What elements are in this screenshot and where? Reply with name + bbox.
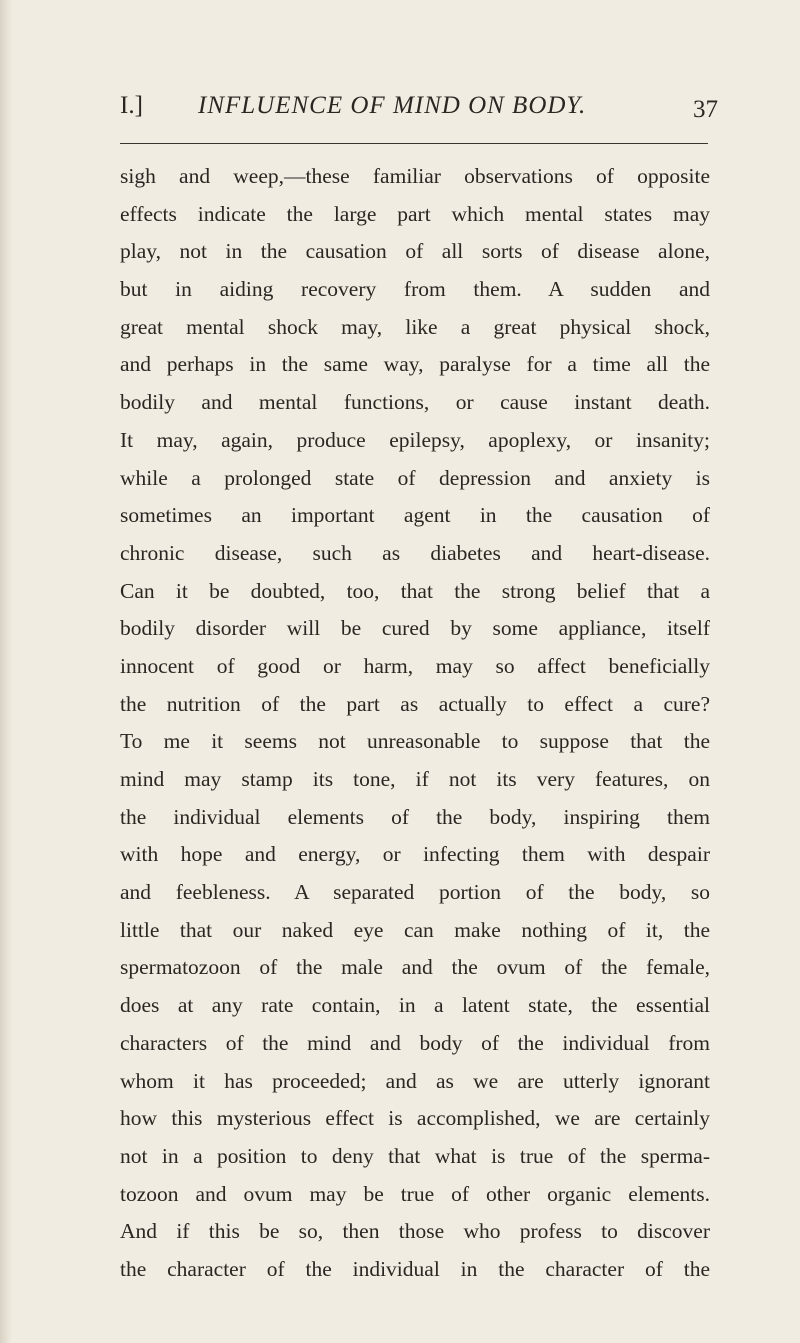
- page-number: 37: [693, 96, 718, 123]
- text-line: play, not in the causation of all sorts of disease alone,: [120, 239, 710, 264]
- text-line: but in aiding recovery from them. A sudden and: [120, 277, 710, 302]
- text-line: with hope and energy, or infecting them with despair: [120, 842, 710, 867]
- body-text: [120, 158, 710, 1289]
- text-line: characters of the mind and body of the individual from: [120, 1030, 710, 1055]
- text-line: whom it has proceeded; and as we are utterly ignorant: [120, 1068, 710, 1093]
- header-rule: [120, 143, 708, 144]
- text-line: the character of the individual in the character of the: [120, 1256, 710, 1281]
- text-line: To me it seems not unreasonable to suppose that the: [120, 729, 710, 754]
- text-line: sometimes an important agent in the causation of: [120, 503, 710, 528]
- text-line: And if this be so, then those who profess to discover: [120, 1219, 710, 1244]
- text-line: effects indicate the large part which mental states may: [120, 201, 710, 226]
- section-marker: I.]: [120, 92, 143, 119]
- text-line: bodily disorder will be cured by some appliance, itself: [120, 616, 710, 641]
- text-line: and perhaps in the same way, paralyse for a time all the: [120, 352, 710, 377]
- text-line: does at any rate contain, in a latent state, the essential: [120, 993, 710, 1018]
- text-line: bodily and mental functions, or cause instant death.: [120, 390, 710, 415]
- text-line: chronic disease, such as diabetes and heart-disease.: [120, 540, 710, 565]
- text-line: mind may stamp its tone, if not its very features, on: [120, 767, 710, 791]
- text-line: sigh and weep,—these familiar observations of opposite: [120, 164, 710, 188]
- text-line: the individual elements of the body, inspiring them: [120, 804, 710, 829]
- text-line: spermatozoon of the male and the ovum of the female,: [120, 955, 710, 980]
- text-line: little that our naked eye can make nothing of it, the: [120, 917, 710, 942]
- running-header: [120, 92, 720, 128]
- text-line: great mental shock may, like a great physical shock,: [120, 314, 710, 339]
- text-line: tozoon and ovum may be true of other organic elements.: [120, 1181, 710, 1206]
- text-line: Can it be doubted, too, that the strong belief that a: [120, 578, 710, 603]
- text-line: innocent of good or harm, may so affect beneficially: [120, 653, 710, 678]
- text-line: not in a position to deny that what is true of the sperma-: [120, 1143, 710, 1168]
- running-title: INFLUENCE OF MIND ON BODY.: [198, 92, 587, 119]
- text-line: how this mysterious effect is accomplished, we are certainly: [120, 1106, 710, 1131]
- text-line: It may, again, produce epilepsy, apoplexy, or insanity;: [120, 427, 710, 452]
- text-line: while a prolonged state of depression and anxiety is: [120, 465, 710, 490]
- text-line: and feebleness. A separated portion of the body, so: [120, 880, 710, 905]
- text-line: the nutrition of the part as actually to effect a cure?: [120, 691, 710, 716]
